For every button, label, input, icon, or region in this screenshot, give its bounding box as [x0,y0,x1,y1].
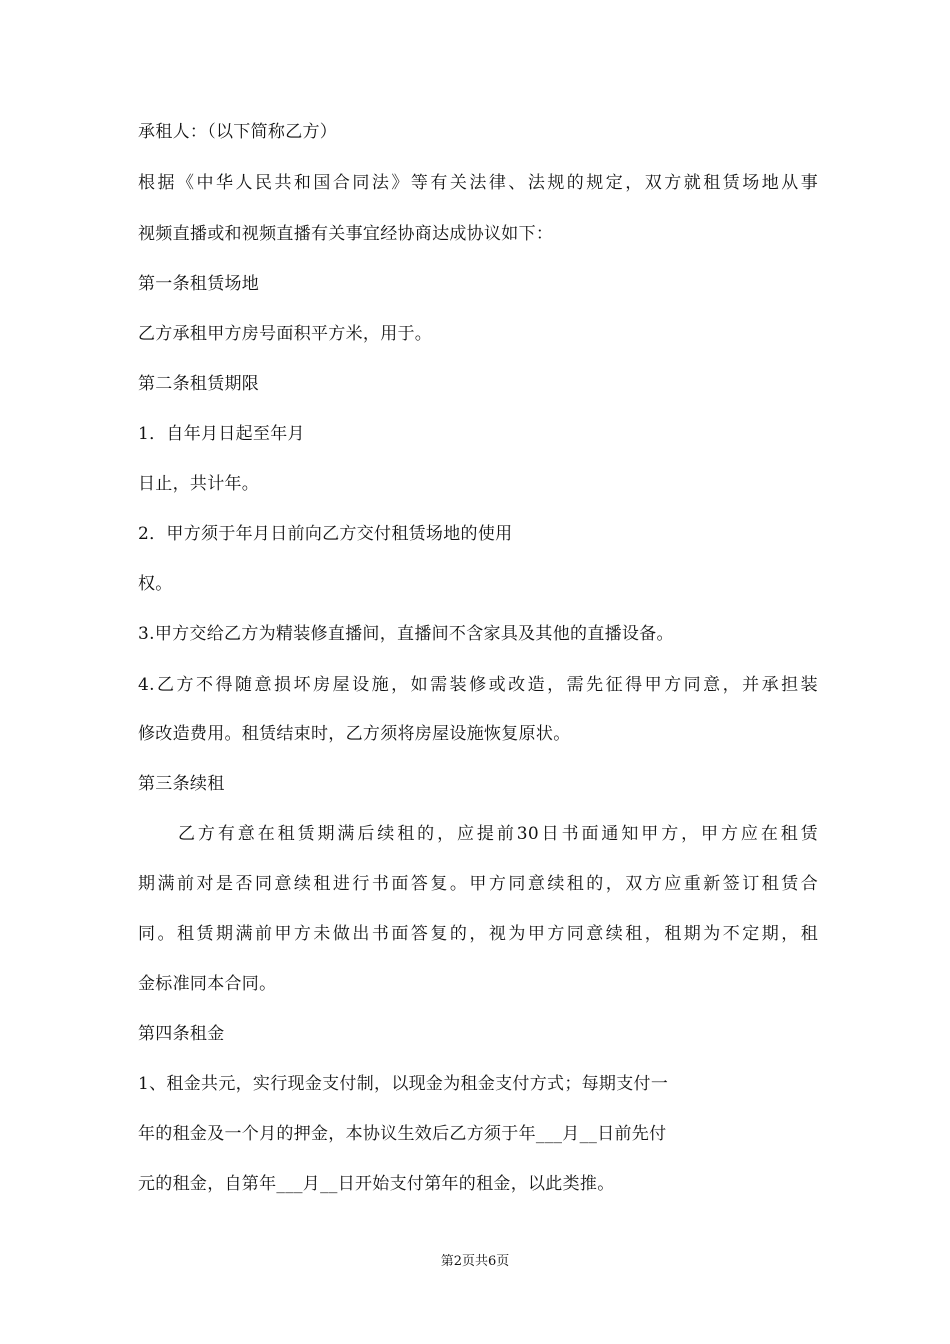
article-2-item-1b: 日止，共计年。 [138,474,260,494]
article-2-heading: 第二条租赁期限 [138,374,260,394]
article-2-item-2b: 权。 [138,574,173,594]
article-4-item-1c: 元的租金，自第年___月__日开始支付第年的租金，以此类推。 [138,1174,615,1194]
article-1-text: 乙方承租甲方房号面积平方米，用于。 [138,324,433,344]
article-4-item-1b: 年的租金及一个月的押金，本协议生效后乙方须于年___月__日前先付 [138,1124,667,1144]
article-2-item-1a: 1．自年月日起至年月 [138,424,305,444]
article-4-heading: 第四条租金 [138,1024,225,1044]
page-number-footer: 第2页共6页 [440,1254,510,1269]
article-4-item-1a: 1、租金共元，实行现金支付制，以现金为租金支付方式；每期支付一 [138,1074,669,1094]
article-2-item-4b: 修改造费用。租赁结束时，乙方须将房屋设施恢复原状。 [138,724,571,744]
article-3-para-line-3: 同。租赁期满前甲方未做出书面答复的，视为甲方同意续租，租期为不定期，租 [138,924,818,944]
preamble-line-1: 根据《中华人民共和国合同法》等有关法律、法规的规定，双方就租赁场地从事 [138,173,818,193]
article-1-heading: 第一条租赁场地 [138,274,260,294]
preamble-line-2: 视频直播或和视频直播有关事宜经协商达成协议如下： [138,224,554,244]
article-3-heading: 第三条续租 [138,774,225,794]
article-2-item-4a: 4.乙方不得随意损坏房屋设施，如需装修或改造，需先征得甲方同意，并承担装 [138,675,818,695]
article-3-para-line-1: 乙方有意在租赁期满后续租的，应提前30日书面通知甲方，甲方应在租赁 [178,824,818,844]
article-3-para-line-2: 期满前对是否同意续租进行书面答复。甲方同意续租的，双方应重新签订租赁合 [138,874,818,894]
article-2-item-2a: 2．甲方须于年月日前向乙方交付租赁场地的使用 [138,524,513,544]
article-3-para-line-4: 金标准同本合同。 [138,974,277,994]
lessee-line: 承租人：（以下简称乙方） [138,122,338,142]
article-2-item-3: 3.甲方交给乙方为精装修直播间，直播间不含家具及其他的直播设备。 [138,624,674,644]
